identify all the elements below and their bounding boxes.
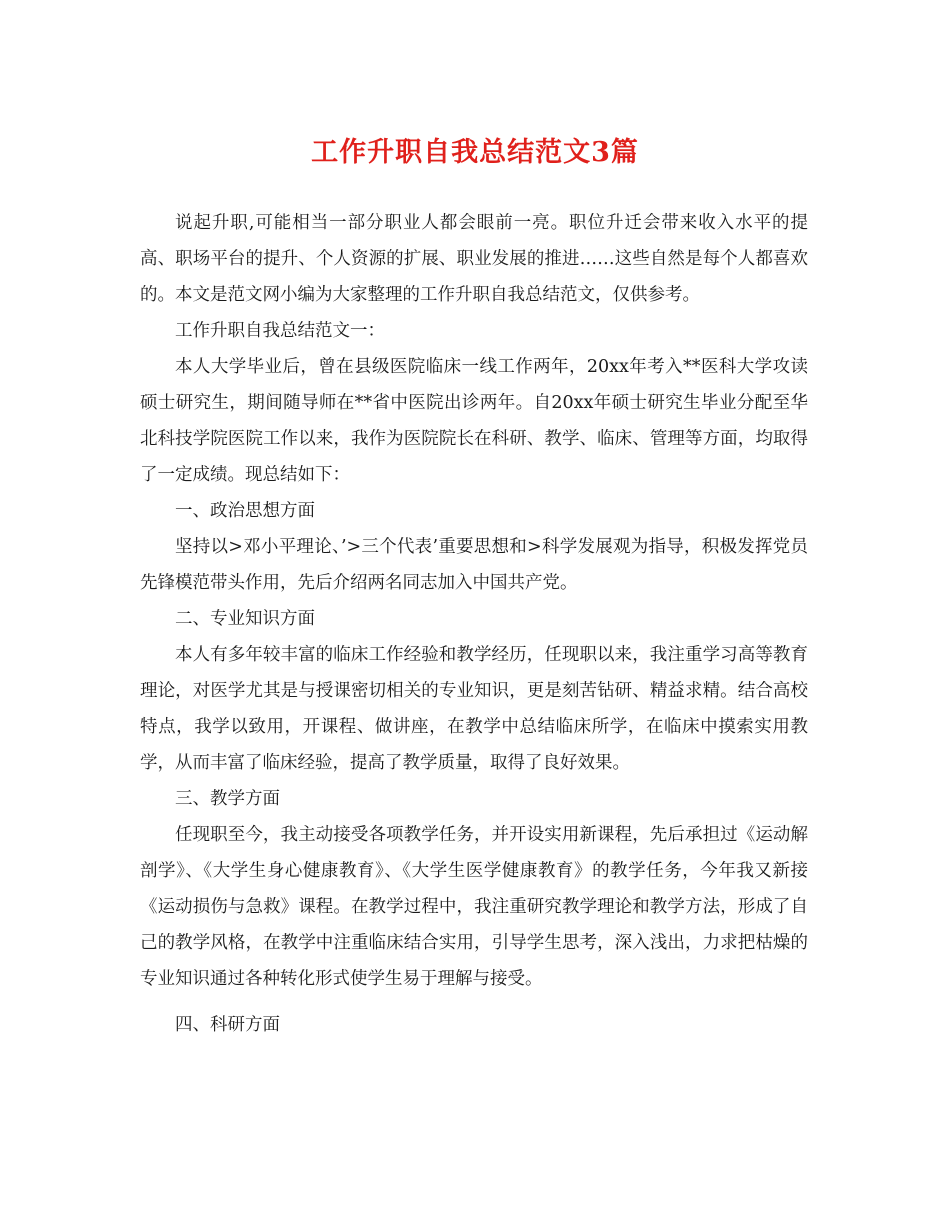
document-body xyxy=(140,205,808,1043)
teaching-paragraph: 任现职至今，我主动接受各项教学任务，并开设实用新课程，先后承担过《运动解剖学》、《大学生身心健康教育》、《大学生医学健康教育》的教学任务，今年我又新接《运动损伤与急救》课程。在教学过程中，我注重研究教学理论和教学方法，形成了自己的教学风格，在教学中注重临床结合实用，引导学生思考，深入浅出，力求把枯燥的专业知识通过各种转化形式使学生易于理解与接受。 xyxy=(140,825,808,989)
background-paragraph: 本人大学毕业后，曾在县级医院临床一线工作两年，20xx年考入**医科大学攻读硕士研究生，期间随导师在**省中医院出诊两年。自20xx年硕士研究生毕业分配至华北科技学院医院工作以来，我作为医院院长在科研、教学、临床、管理等方面，均取得了一定成绩。现总结如下： xyxy=(140,357,808,485)
document-title: 工作升职自我总结范文3篇 xyxy=(311,137,639,168)
paragraph-spacer xyxy=(140,997,808,1007)
professional-paragraph: 本人有多年较丰富的临床工作经验和教学经历，任现职以来，我注重学习高等教育理论，对医学尤其是与授课密切相关的专业知识，更是刻苦钻研、精益求精。结合高校特点，我学以致用，开课程、做讲座，在教学中总结临床所学，在临床中摸索实用教学，从而丰富了临床经验，提高了教学质量，取得了良好效果。 xyxy=(140,645,808,773)
section-heading-professional: 二、专业知识方面 xyxy=(175,609,315,629)
section-heading-political: 一、政治思想方面 xyxy=(175,501,315,521)
section-heading-sample-one: 工作升职自我总结范文一： xyxy=(175,321,385,341)
section-heading-teaching: 三、教学方面 xyxy=(175,789,280,809)
political-paragraph: 坚持以>邓小平理论、’>三个代表’重要思想和>科学发展观为指导，积极发挥党员先锋模范带头作用，先后介绍两名同志加入中国共产党。 xyxy=(140,537,808,593)
section-heading-research: 四、科研方面 xyxy=(175,1015,280,1035)
intro-paragraph: 说起升职,可能相当一部分职业人都会眼前一亮。职位升迁会带来收入水平的提高、职场平台的提升、个人资源的扩展、职业发展的推进……这些自然是每个人都喜欢的。本文是范文网小编为大家整理的工作升职自我总结范文，仅供参考。 xyxy=(140,213,808,305)
